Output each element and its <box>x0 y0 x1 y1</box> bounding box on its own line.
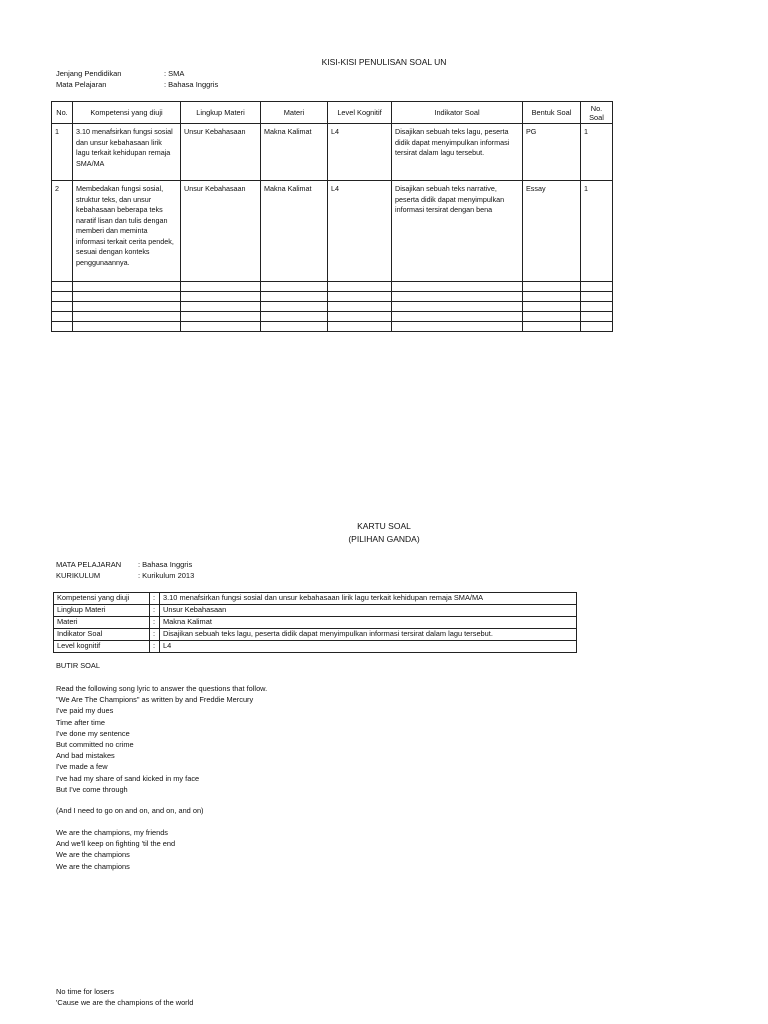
meta-value: : Bahasa Inggris <box>138 560 193 569</box>
empty-cell <box>523 322 581 332</box>
cell-no-soal: 1 <box>581 124 613 181</box>
kartu-meta-mapel <box>56 560 356 570</box>
kisi-title: KISI-KISI PENULISAN SOAL UN <box>321 57 447 67</box>
empty-cell <box>523 292 581 302</box>
table-row <box>54 593 577 605</box>
empty-cell <box>52 292 73 302</box>
cell-materi: Makna Kalimat <box>261 124 328 181</box>
empty-cell <box>328 282 392 292</box>
empty-cell <box>392 282 523 292</box>
lyrics-chorus: We are the champions, my friends And we'll keep on fighting 'til the end We are the champions We are the champions <box>56 828 176 871</box>
meta-label: Mata Pelajaran <box>56 80 107 89</box>
cell-kompetensi: 3.10 menafsirkan fungsi sosial dan unsur kebahasaan lirik lagu terkait kehidupan remaja SMA/MA <box>73 124 181 181</box>
cell-indikator: Disajikan sebuah teks lagu, peserta didik dapat menyimpulkan informasi tersirat dalam lagu tersebut. <box>392 124 523 181</box>
empty-cell <box>73 292 181 302</box>
kisi-meta-jenjang <box>56 69 356 79</box>
cell-value: Disajikan sebuah teks lagu, peserta didik dapat menyimpulkan informasi tersirat dalam lagu tersebut. <box>160 629 577 641</box>
empty-cell <box>52 322 73 332</box>
cell-sep: : <box>150 641 160 653</box>
empty-cell <box>392 292 523 302</box>
cell-sep: : <box>150 605 160 617</box>
meta-value: : SMA <box>164 69 185 78</box>
cell-label: Lingkup Materi <box>54 605 150 617</box>
table-row <box>54 605 577 617</box>
kartu-title: KARTU SOAL <box>357 521 411 531</box>
cell-bentuk: PG <box>523 124 581 181</box>
col-header-no: No. <box>52 102 73 124</box>
cell-no: 2 <box>52 181 73 282</box>
empty-cell <box>261 302 328 312</box>
empty-row <box>52 312 613 322</box>
cell-lingkup: Unsur Kebahasaan <box>181 181 261 282</box>
empty-cell <box>261 292 328 302</box>
meta-value: : Bahasa Inggris <box>164 80 219 89</box>
table-row <box>52 124 613 181</box>
col-header-bentuk: Bentuk Soal <box>523 102 581 124</box>
empty-cell <box>328 312 392 322</box>
cell-indikator: Disajikan sebuah teks narrative, peserta didik dapat menyimpulkan informasi tersirat dengan bena <box>392 181 523 282</box>
empty-cell <box>181 302 261 312</box>
table-header-row <box>52 102 613 124</box>
cell-sep: : <box>150 629 160 641</box>
empty-cell <box>328 322 392 332</box>
empty-cell <box>392 322 523 332</box>
empty-cell <box>581 282 613 292</box>
cell-kompetensi: Membedakan fungsi sosial, struktur teks, dan unsur kebahasaan beberapa teks naratif lisan dan tulis dengan memberi dan meminta informasi terkait cerita pendek, sesuai dengan konteks penggunaannya. <box>73 181 181 282</box>
empty-cell <box>181 322 261 332</box>
butir-soal-label: BUTIR SOAL <box>56 661 100 670</box>
cell-materi: Makna Kalimat <box>261 181 328 282</box>
kartu-meta-kurikulum <box>56 571 356 581</box>
empty-cell <box>261 282 328 292</box>
empty-row <box>52 302 613 312</box>
cell-value: Makna Kalimat <box>160 617 577 629</box>
kisi-table <box>51 101 613 332</box>
cell-label: Materi <box>54 617 150 629</box>
empty-cell <box>73 322 181 332</box>
cell-level: L4 <box>328 181 392 282</box>
empty-cell <box>261 312 328 322</box>
empty-cell <box>73 302 181 312</box>
empty-cell <box>181 292 261 302</box>
lyrics-interlude: (And I need to go on and on, and on, and on) <box>56 806 204 815</box>
table-row <box>52 181 613 282</box>
empty-cell <box>523 312 581 322</box>
cell-value: 3.10 menafsirkan fungsi sosial dan unsur kebahasaan lirik lagu terkait kehidupan remaja SMA/MA <box>160 593 577 605</box>
empty-cell <box>581 322 613 332</box>
table-row <box>54 617 577 629</box>
kartu-subtitle: (PILIHAN GANDA) <box>348 534 420 544</box>
cell-bentuk: Essay <box>523 181 581 282</box>
cell-sep: : <box>150 593 160 605</box>
empty-cell <box>328 292 392 302</box>
meta-label: MATA PELAJARAN <box>56 560 122 569</box>
cell-no: 1 <box>52 124 73 181</box>
empty-cell <box>392 302 523 312</box>
col-header-lingkup: Lingkup Materi <box>181 102 261 124</box>
empty-row <box>52 322 613 332</box>
cell-no-soal: 1 <box>581 181 613 282</box>
cell-label: Level kognitif <box>54 641 150 653</box>
empty-cell <box>73 312 181 322</box>
empty-cell <box>261 322 328 332</box>
empty-cell <box>328 302 392 312</box>
cell-sep: : <box>150 617 160 629</box>
cell-value: Unsur Kebahasaan <box>160 605 577 617</box>
cell-level: L4 <box>328 124 392 181</box>
col-header-level: Level Kognitif <box>328 102 392 124</box>
cell-value: L4 <box>160 641 577 653</box>
lyrics-outro: No time for losers 'Cause we are the champions of the world <box>56 987 194 1008</box>
col-header-no-soal: No. Soal <box>581 102 613 124</box>
empty-cell <box>52 302 73 312</box>
table-row <box>54 629 577 641</box>
empty-row <box>52 282 613 292</box>
empty-cell <box>73 282 181 292</box>
col-header-kompetensi: Kompetensi yang diuji <box>73 102 181 124</box>
cell-label: Kompetensi yang diuji <box>54 593 150 605</box>
col-header-indikator: Indikator Soal <box>392 102 523 124</box>
meta-label: KURIKULUM <box>56 571 101 580</box>
empty-cell <box>52 282 73 292</box>
empty-cell <box>523 282 581 292</box>
empty-cell <box>523 302 581 312</box>
cell-label: Indikator Soal <box>54 629 150 641</box>
empty-cell <box>581 302 613 312</box>
empty-cell <box>181 312 261 322</box>
col-header-materi: Materi <box>261 102 328 124</box>
empty-cell <box>392 312 523 322</box>
lyrics-intro-verse: Read the following song lyric to answer the questions that follow. "We Are The Champions" as written by and Freddie Mercury I've paid my dues Time after time I've done my sentence But committed no crime And bad mistakes I've made a few I've had my share of sand kicked in my face But I've come through <box>56 684 268 794</box>
cell-lingkup: Unsur Kebahasaan <box>181 124 261 181</box>
empty-row <box>52 292 613 302</box>
empty-cell <box>581 292 613 302</box>
kisi-meta-mapel <box>56 80 356 90</box>
table-row <box>54 641 577 653</box>
meta-value: : Kurikulum 2013 <box>138 571 195 580</box>
empty-cell <box>581 312 613 322</box>
kartu-table <box>53 592 577 653</box>
meta-label: Jenjang Pendidikan <box>56 69 122 78</box>
empty-cell <box>181 282 261 292</box>
empty-cell <box>52 312 73 322</box>
